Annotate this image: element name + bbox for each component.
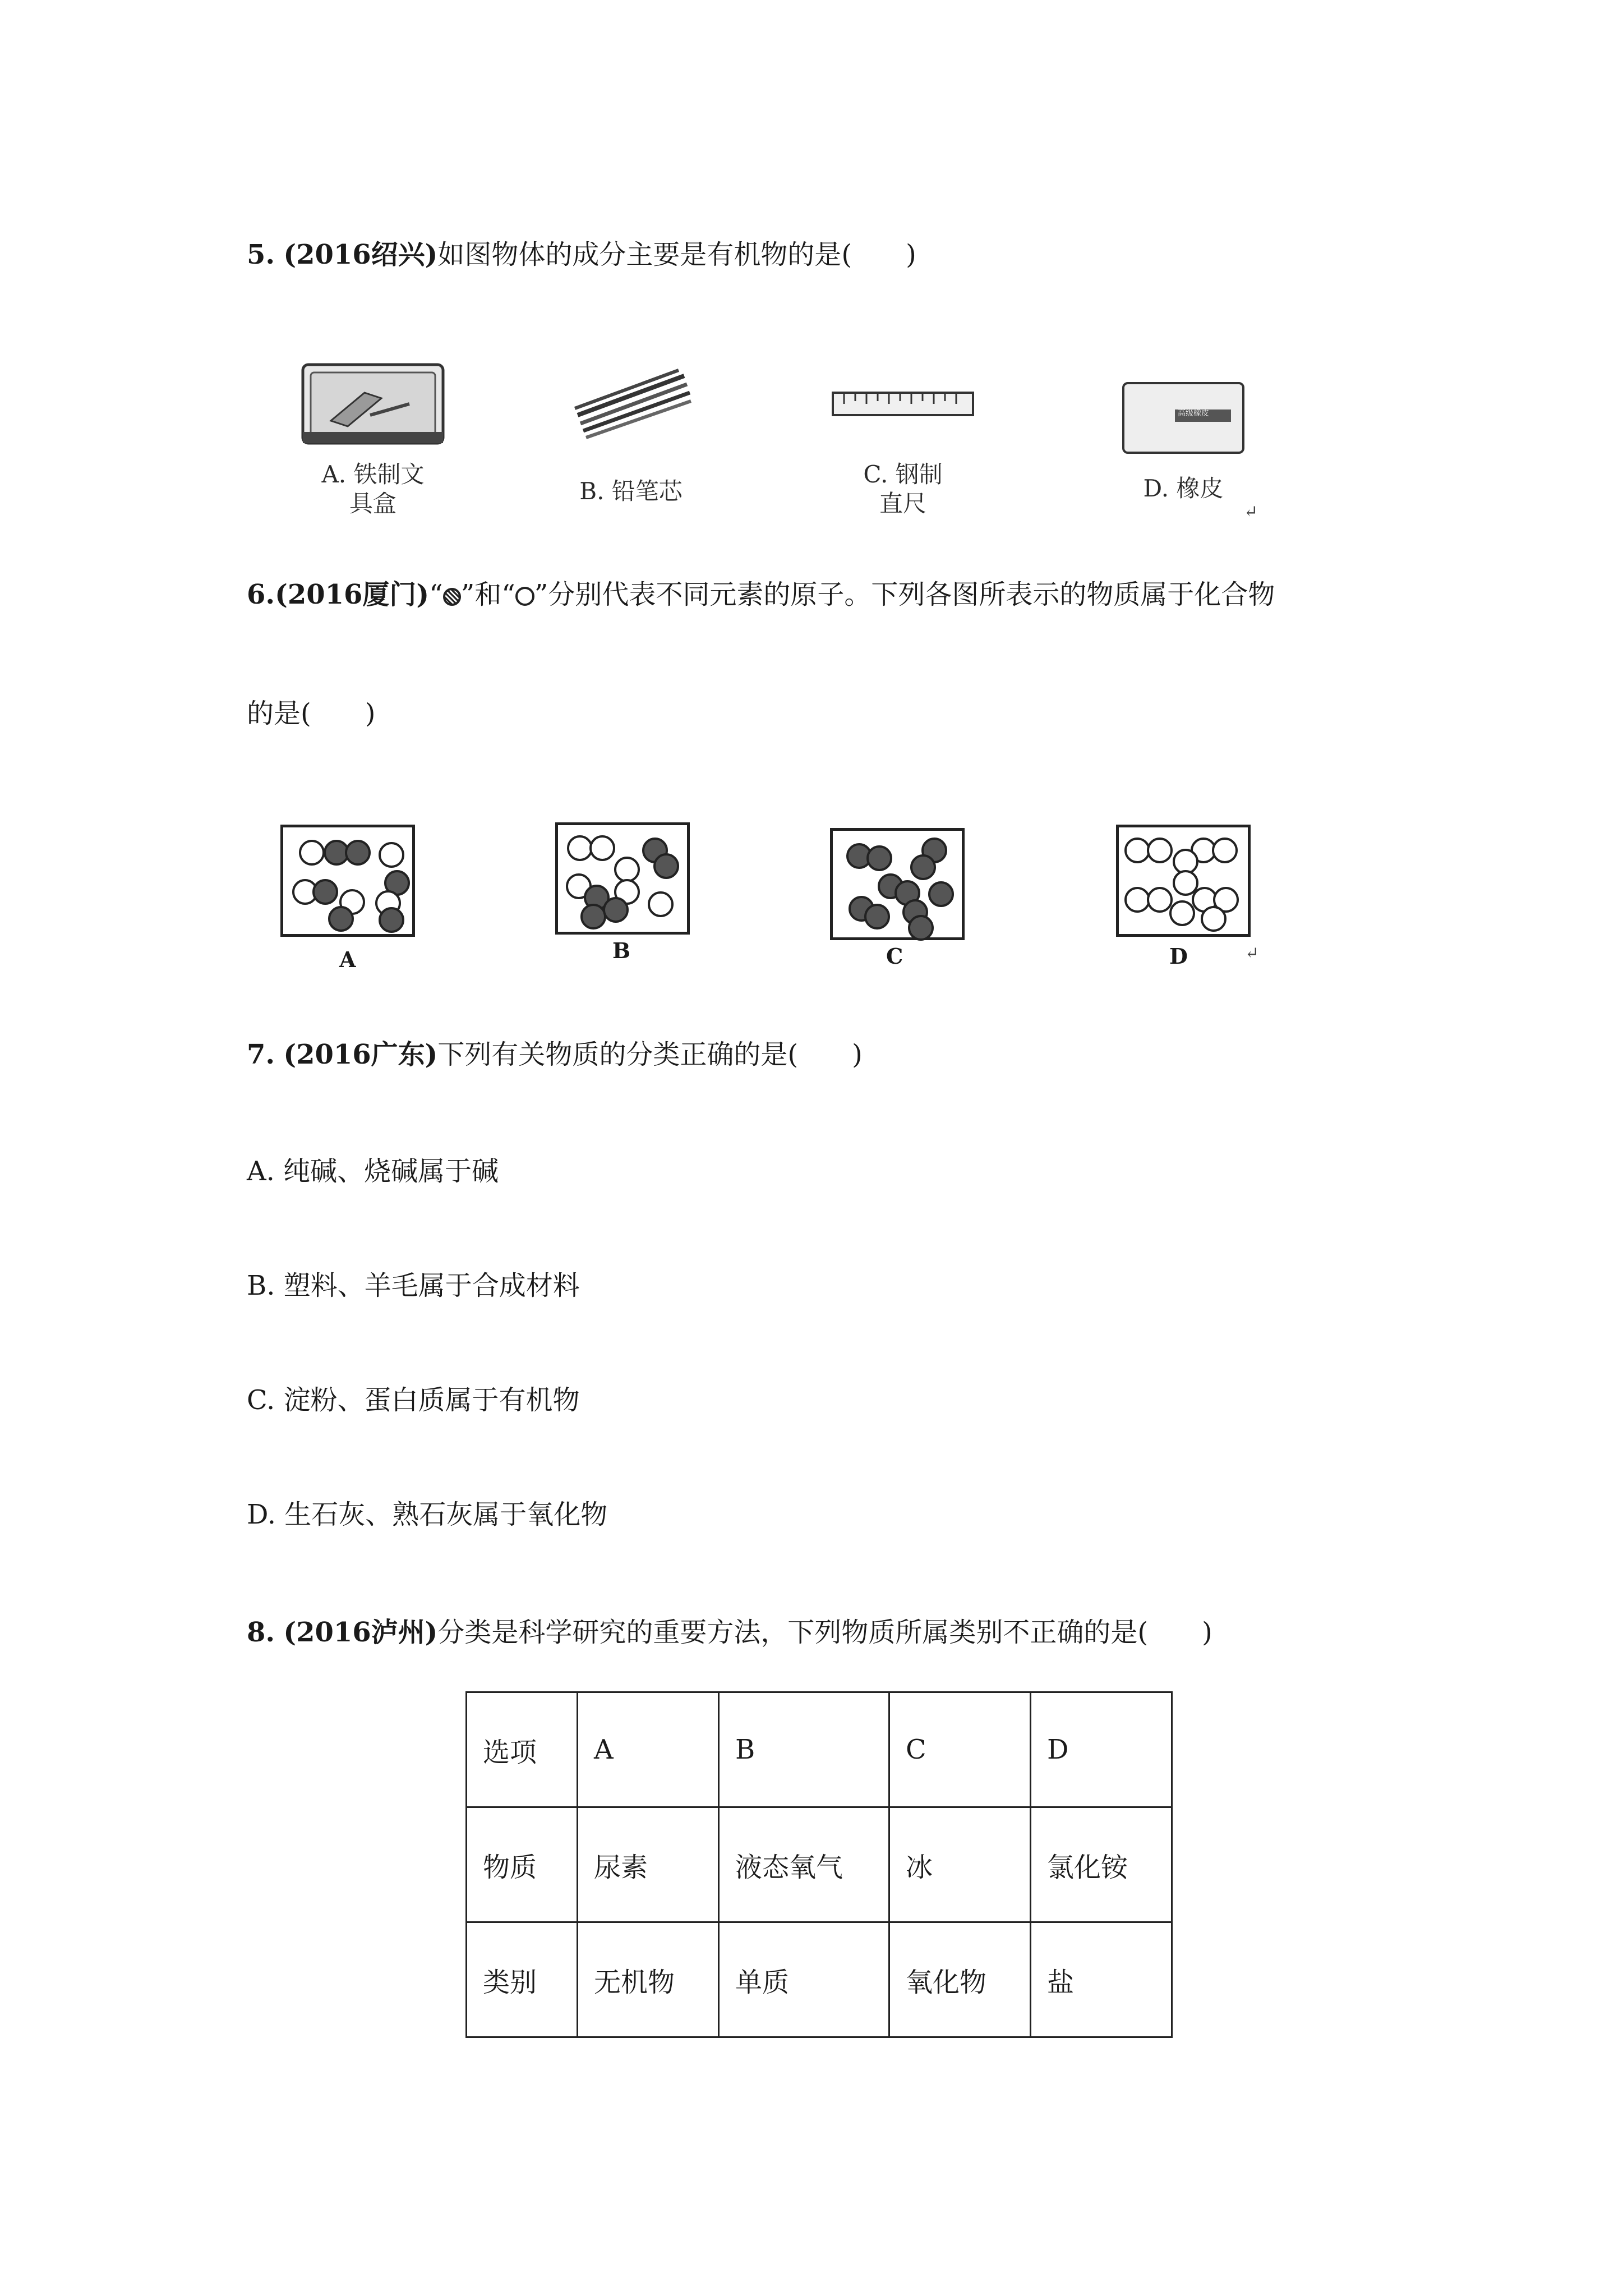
table-cell: 液态氧气	[719, 1807, 889, 1922]
pencil-lead-image	[566, 353, 695, 449]
table-row	[467, 1922, 1172, 2037]
q7-option-b: B. 塑料、羊毛属于合成材料	[247, 1270, 580, 1301]
white-atom-symbol-icon	[515, 587, 534, 606]
table-cell: 物质	[467, 1807, 578, 1922]
q7-option-a: A. 纯碱、烧碱属于碱	[247, 1156, 499, 1187]
table-cell: 无机物	[578, 1922, 719, 2037]
molecule-box-d	[1116, 825, 1251, 937]
table-cell: 尿素	[578, 1807, 719, 1922]
dark-atom-symbol-icon	[443, 588, 461, 606]
question-8	[247, 1616, 1212, 1649]
molecule-box-b	[555, 822, 690, 935]
q7-option-d: D. 生石灰、熟石灰属于氧化物	[247, 1499, 608, 1530]
table-row	[467, 1692, 1172, 1807]
question-6: 6.(2016厦门)“ ”和“ ”分别代表不同元素的原子。下列各图所表示的物质属于化合物	[247, 579, 1275, 610]
table-cell: B	[719, 1692, 889, 1807]
table-cell: 单质	[719, 1922, 889, 2037]
table-cell: A	[578, 1692, 719, 1807]
steel-ruler-image	[830, 381, 976, 426]
question-7	[247, 1038, 863, 1071]
table-cell: 选项	[467, 1692, 578, 1807]
question-number: 7.	[247, 1039, 275, 1070]
question-source: (2016厦门)	[275, 579, 430, 610]
iron-pencil-box-image	[297, 353, 449, 449]
table-cell: 盐	[1031, 1922, 1172, 2037]
paragraph-mark: ↵	[1244, 502, 1258, 522]
box-label-d: D	[1169, 944, 1188, 969]
molecule-box-c	[830, 828, 965, 940]
paragraph-mark: ↵	[1245, 944, 1260, 963]
table-row	[467, 1807, 1172, 1922]
option-c-caption: C. 钢制 直尺	[863, 461, 943, 517]
table-cell: 冰	[889, 1807, 1031, 1922]
option-d-caption: D. 橡皮	[1143, 475, 1224, 502]
q7-option-c: C. 淀粉、蛋白质属于有机物	[247, 1384, 580, 1416]
molecule-box-a	[280, 825, 415, 937]
question-6-line-2: 的是( )	[247, 698, 376, 729]
table-cell: C	[889, 1692, 1031, 1807]
table-cell: 氧化物	[889, 1922, 1031, 2037]
question-text: 下列有关物质的分类正确的是( )	[437, 1039, 863, 1070]
option-a-caption: A. 铁制文 具盒	[321, 461, 425, 517]
question-source: (2016广东)	[283, 1039, 438, 1070]
question-source: (2016泸州)	[283, 1617, 438, 1648]
question-text: 如图物体的成分主要是有机物的是( )	[437, 239, 916, 270]
table-cell: 类别	[467, 1922, 578, 2037]
question-number: 8.	[247, 1617, 275, 1648]
table-cell: D	[1031, 1692, 1172, 1807]
question-number: 6.	[247, 579, 275, 610]
option-b-caption: B. 铅笔芯	[579, 477, 683, 505]
question-5	[247, 238, 916, 272]
box-label-c: C	[886, 944, 903, 969]
question-text: 分类是科学研究的重要方法，下列物质所属类别不正确的是( )	[437, 1617, 1212, 1648]
box-label-b: B	[612, 938, 631, 963]
eraser-brand: 高级橡皮	[1178, 409, 1209, 418]
box-label-a: A	[339, 947, 356, 972]
question-source: (2016绍兴)	[283, 239, 438, 270]
table-cell: 氯化铵	[1031, 1807, 1172, 1922]
classification-table	[465, 1691, 1173, 2038]
question-number: 5.	[247, 239, 275, 270]
